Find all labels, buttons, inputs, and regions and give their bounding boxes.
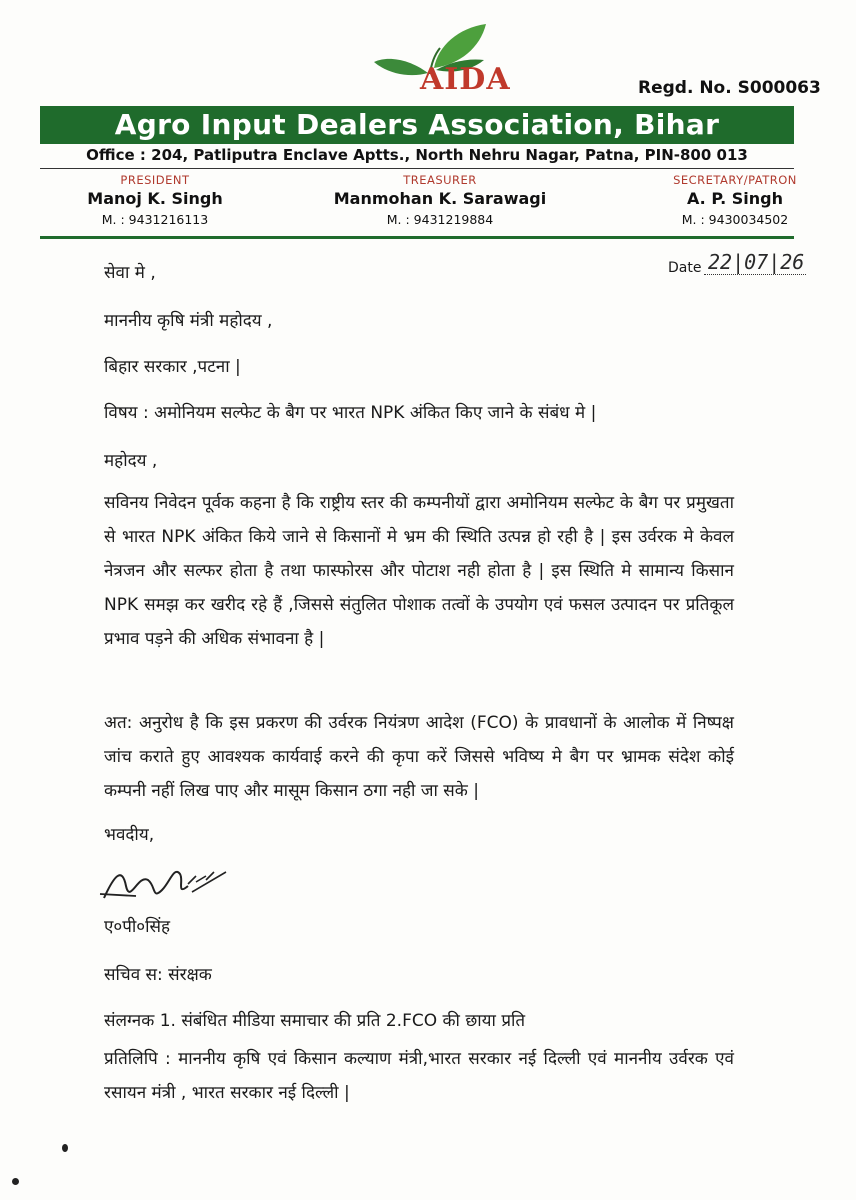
signatory-name: ए०पी०सिंह [104,917,171,937]
officer-name: Manoj K. Singh [87,189,223,208]
ink-mark [62,1144,68,1152]
recipient-address: बिहार सरकार ,पटना | [104,357,241,377]
officer-name: Manmohan K. Sarawagi [333,189,547,208]
logo-text: AIDA [420,62,511,97]
signatory-designation: सचिव स: संरक्षक [104,965,212,985]
body-paragraph-2: अत: अनुरोध है कि इस प्रकरण की उर्वरक नियंत्रण आदेश (FCO) के प्रावधानों के आलोक में निष्पक्ष जांच कराते हुए आवश्यक कार्यवाई करने की कृपा करें जिससे भविष्य मे बैग पर भ्रामक संदेश कोई कम्पनी नहीं लिख पाए और मासूम किसान ठगा नही जा सके | [104,713,734,801]
closing: भवदीय, [104,825,155,845]
date-label: Date [668,260,702,276]
officer-mobile: M. : 9431219884 [386,212,494,227]
date-value: 22|07|26 [704,250,806,275]
org-name: Agro Input Dealers Association, Bihar [114,108,720,141]
ink-mark [12,1178,19,1185]
officer-mobile: M. : 9430034502 [681,212,789,227]
signature [96,846,236,916]
header-rule [40,236,794,239]
officer-mobile: M. : 9431216113 [101,212,209,227]
officer-name: A. P. Singh [686,189,783,208]
subject-line: विषय : अमोनियम सल्फेट के बैग पर भारत NPK अंकित किए जाने के संबंध मे | [104,403,597,423]
copy-to: प्रतिलिपि : माननीय कृषि एवं किसान कल्याण मंत्री,भारत सरकार नई दिल्ली एवं माननीय उर्वरक एवं रसायन मंत्री , भारत सरकार नई दिल्ली | [104,1049,734,1103]
greeting: महोदय , [104,451,158,471]
recipient: माननीय कृषि मंत्री महोदय , [104,311,273,331]
officer-role: PRESIDENT [120,173,190,187]
officer-role: SECRETARY/PATRON [673,173,797,187]
officer-president [80,172,230,230]
divider [40,168,794,169]
registration-number: Regd. No. S000063 [638,78,821,98]
officer-role: TREASURER [403,173,477,187]
office-address: Office : 204, Patliputra Enclave Aptts., North Nehru Nagar, Patna, PIN-800 013 [86,146,748,164]
body-paragraph-1: सविनय निवेदन पूर्वक कहना है कि राष्ट्रीय स्तर की कम्पनीयों द्वारा अमोनियम सल्फेट के बैग पर प्रमुखता से भारत NPK अंकित किये जाने से किसानों मे भ्रम की स्थिति उत्पन्न हो रही है | इस उर्वरक मे केवल नेत्रजन और सल्फर होता है तथा फास्फोरस और पोटाश नही होता है | इस स्थिति मे सामान्य किसान NPK समझ कर खरीद रहे हैं ,जिससे संतुलित पोशाक तत्वों के उपयोग एवं फसल उत्पादन पर प्रतिकूल प्रभाव पड़ने की अधिक संभावना है | [104,493,734,649]
enclosure: संलग्नक 1. संबंधित मीडिया समाचार की प्रति 2.FCO की छाया प्रति [104,1011,526,1031]
officer-secretary [650,172,820,230]
officer-treasurer [330,172,550,230]
salutation-to: सेवा मे , [104,263,156,283]
